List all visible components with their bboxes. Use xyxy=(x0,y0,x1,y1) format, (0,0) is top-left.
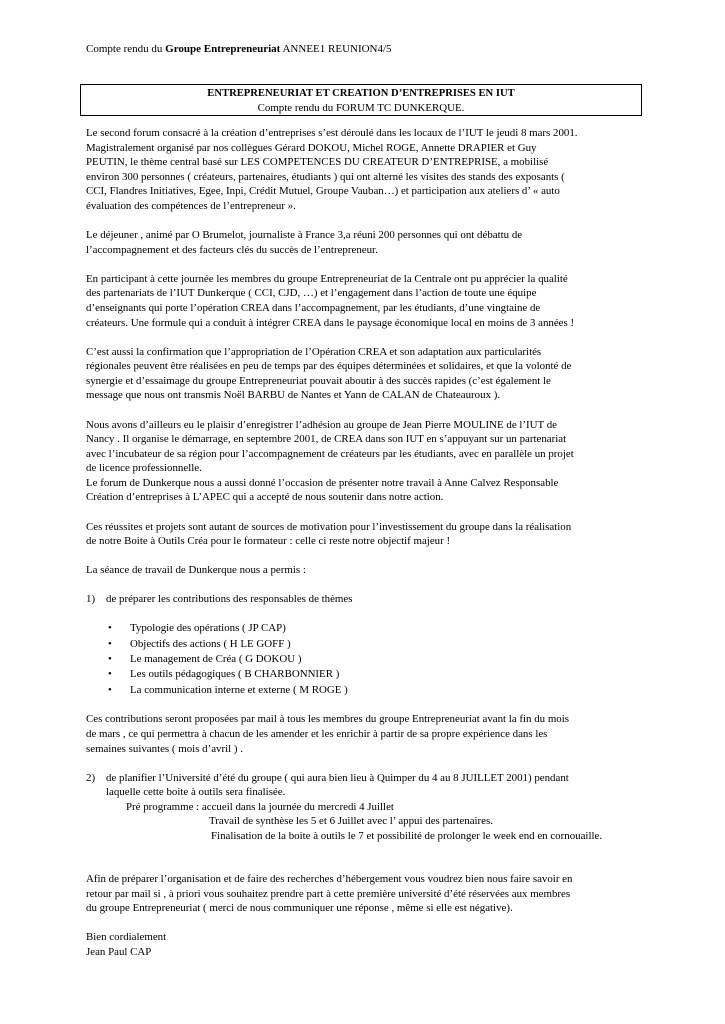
signature xyxy=(86,930,646,959)
bullet-icon: • xyxy=(108,668,112,681)
bullet-icon: • xyxy=(108,683,112,696)
document-body xyxy=(86,126,646,960)
list-item-text: La communication interne et externe ( M ROGE ) xyxy=(130,683,348,696)
header-group-name: Groupe Entrepreneuriat xyxy=(165,43,281,55)
list-item xyxy=(108,683,646,698)
paragraph-session-intro: La séance de travail de Dunkerque nous a permis : xyxy=(86,564,306,577)
numbered-item-2 xyxy=(86,771,646,844)
numbered-item-1 xyxy=(86,592,646,607)
paragraph-closing: Afin de préparer l’organisation et de faire des recherches d’hébergement vous voudrez bien nous faire savoir en retour par mail si , à priori vous souhaitez prendre part à cette première université d’été réservées aux membres du groupe Entrepreneuriat ( merci de nous communiquer une réponse , même si elle est négative). xyxy=(86,873,573,915)
item-number: 2) xyxy=(86,771,96,784)
paragraph-participation: En participant à cette journée les membres du groupe Entrepreneuriat de la Centrale ont pu apprécier la qualité des partenariats de l’IUT Dunkerque ( CCI, CJD, …) et l’engagement dans l’action de toute une équipe d’enseignants qui porte l’opération CREA dans l’accompagnement, par les étudiants, d’une vingtaine de créateurs. Une formule qui a conduit à intégrer CREA dans le paysage économique local en moins de 3 années ! xyxy=(86,272,575,329)
item-text: de préparer les contributions des responsables de thèmes xyxy=(106,593,353,606)
document-subtitle: Compte rendu du FORUM TC DUNKERQUE. xyxy=(257,102,465,114)
title-box xyxy=(80,84,642,116)
list-item xyxy=(108,637,646,652)
list-item-text: Typologie des opérations ( JP CAP) xyxy=(130,622,286,635)
paragraph-confirmation: C’est aussi la confirmation que l’appropriation de l’Opération CREA et son adaptation aux particularités régionales peuvent être réalisées en peu de temps par des équipes déterminées et solidaires, et que la volonté de synergie et d’essaimage du groupe Entrepreneuriat pouvait aboutir à des succès rapides (c’est également le message que nous ont transmis Noël BARBU de Nantes et Yann de CALAN de Chateauroux ). xyxy=(86,345,572,402)
schedule-line: Travail de synthèse les 5 et 6 Juillet avec l’ appui des partenaires. xyxy=(209,815,493,828)
header-prefix: Compte rendu du xyxy=(86,43,166,55)
paragraph-lunch: Le déjeuner , animé par O Brumelot, journaliste à France 3,a réuni 200 personnes qui ont débattu de l’accompagnement et des facteurs clés du succès de l’entrepreneur. xyxy=(86,229,523,256)
schedule xyxy=(126,800,646,844)
item-text: de planifier l’Université d’été du groupe ( qui aura bien lieu à Quimper du 4 au 8 JUILLET 2001) pendant laquelle cette boite à outils sera finalisée. xyxy=(106,771,569,799)
paragraph-motivation: Ces réussites et projets sont autant de sources de motivation pour l’investissement du groupe dans la réalisation de notre Boite à Outils Créa pour le formateur : celle ci reste notre objectif majeur ! xyxy=(86,520,572,548)
schedule-line: Pré programme : accueil dans la journée du mercredi 4 Juillet xyxy=(126,800,394,813)
signature-greeting: Bien cordialement xyxy=(86,931,167,944)
paragraph-membership: Nous avons d’ailleurs eu le plaisir d’enregistrer l’adhésion au groupe de Jean Pierre MOULINE de l’IUT de Nancy . Il organise le démarrage, en septembre 2001, de CREA dans son IUT en s’appuyant sur un partenariat avec l’incubateur de sa région pour l’accompagnement de créateurs par les étudiants, avec en parallèle un projet de licence professionnelle. Le forum de Dunkerque nous a aussi donné l’occasion de présenter notre travail à Anne Calvez Responsable Création d’entreprises à L’APEC qui a accepté de nous soutenir dans notre action. xyxy=(86,418,574,504)
bullet-icon: • xyxy=(108,637,112,650)
list-item xyxy=(108,667,646,682)
paragraph-contributions: Ces contributions seront proposées par mail à tous les membres du groupe Entrepreneuriat avant la fin du mois de mars , ce qui permettra à chacun de les amender et les enrichir à partir de sa propre expérience dans les semaines suivantes ( mois d’avril ) . xyxy=(86,713,570,755)
document-title: ENTREPRENEURIAT ET CREATION D’ENTREPRISES EN IUT xyxy=(207,88,515,99)
item-number: 1) xyxy=(86,593,96,606)
signature-name: Jean Paul CAP xyxy=(86,946,152,959)
list-item-text: Objectifs des actions ( H LE GOFF ) xyxy=(130,637,291,650)
header-suffix: ANNEE1 REUNION4/5 xyxy=(280,43,392,55)
list-item-text: Le management de Créa ( G DOKOU ) xyxy=(130,653,302,666)
bullet-icon: • xyxy=(108,622,112,635)
schedule-line: Finalisation de la boite à outils le 7 et possibilité de prolonger le week end en cornouaille. xyxy=(211,830,603,843)
bullet-icon: • xyxy=(108,653,112,666)
themes-list xyxy=(86,621,646,697)
paragraph-forum: Le second forum consacré à la création d’entreprises s’est déroulé dans les locaux de l’IUT le jeudi 8 mars 2001. Magistralement organisé par nos collègues Gérard DOKOU, Michel ROGE, Annette DRAPIER et Guy PEUTIN, le thème central basé sur LES COMPETENCES DU CREATEUR D’ENTREPRISE, a mobilisé environ 300 personnes ( créateurs, partenaires, étudiants ) qui ont alterné les visites des stands des exposants ( CCI, Flandres Initiatives, Egee, Inpi, Crédit Mutuel, Groupe Vauban…) et participation aux ateliers d’ « auto évaluation des compétences de l’entrepreneur ». xyxy=(86,127,578,212)
page-header xyxy=(86,42,392,57)
list-item-text: Les outils pédagogiques ( B CHARBONNIER ) xyxy=(130,668,340,681)
list-item xyxy=(108,652,646,667)
list-item xyxy=(108,621,646,636)
